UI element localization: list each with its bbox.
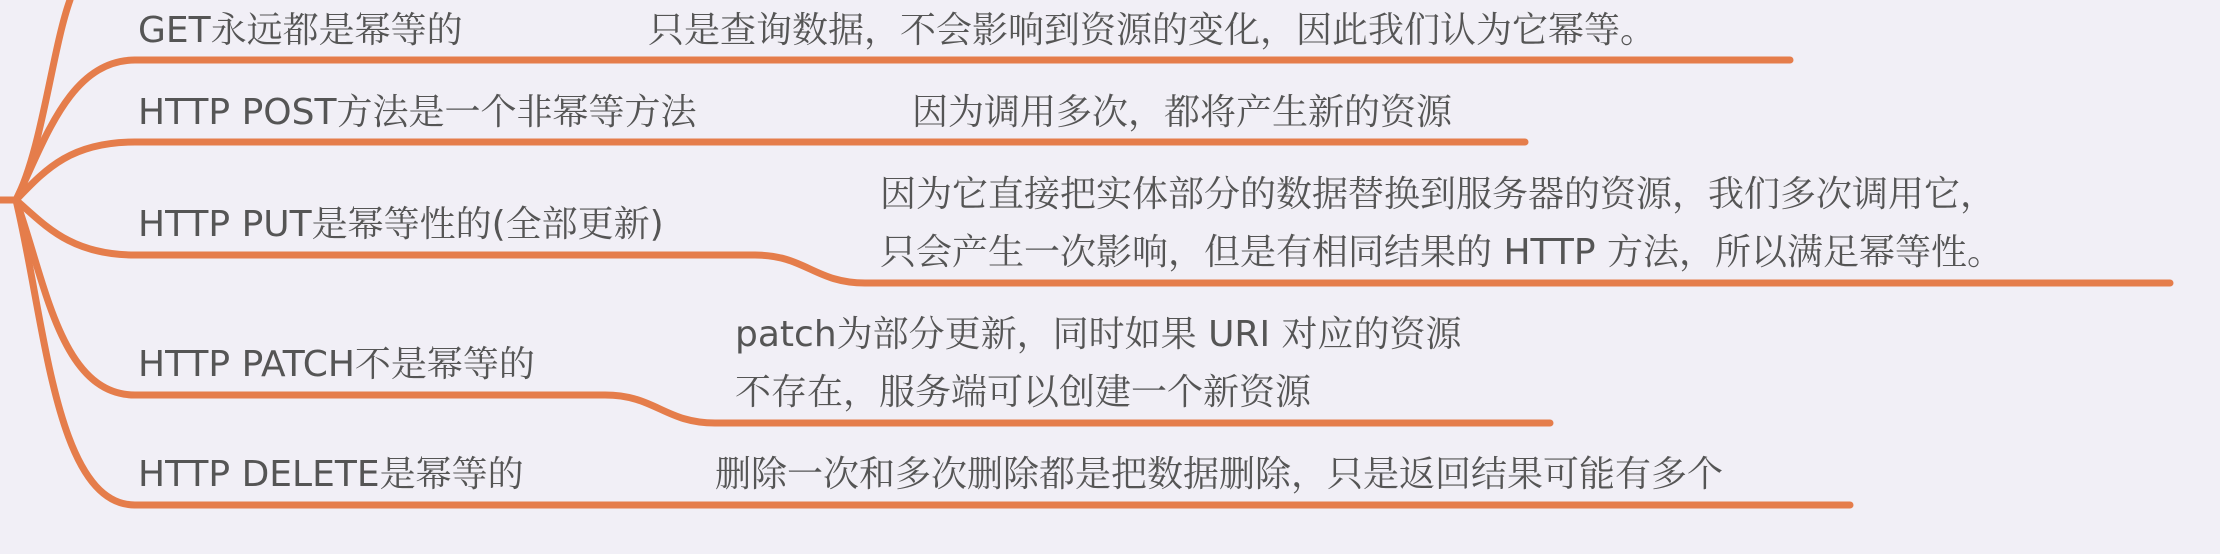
topic-post[interactable]: HTTP POST方法是一个非幂等方法: [138, 92, 697, 133]
detail-put-line-2: 只会产生一次影响，但是有相同结果的 HTTP 方法，所以满足幂等性。: [880, 232, 2004, 273]
topic-put[interactable]: HTTP PUT是幂等性的(全部更新): [138, 204, 664, 245]
detail-delete: 删除一次和多次删除都是把数据删除，只是返回结果可能有多个: [715, 454, 1724, 495]
detail-patch-line-1: patch为部分更新，同时如果 URI 对应的资源: [735, 314, 1462, 355]
topic-delete[interactable]: HTTP DELETE是幂等的: [138, 454, 524, 495]
detail-patch-line-2: 不存在，服务端可以创建一个新资源: [735, 372, 1312, 413]
detail-post: 因为调用多次，都将产生新的资源: [912, 92, 1453, 133]
detail-get: 只是查询数据，不会影响到资源的变化，因此我们认为它幂等。: [648, 10, 1657, 51]
detail-put-line-1: 因为它直接把实体部分的数据替换到服务器的资源，我们多次调用它，: [880, 174, 1997, 215]
topic-patch[interactable]: HTTP PATCH不是幂等的: [138, 344, 535, 385]
topic-get[interactable]: GET永远都是幂等的: [138, 10, 463, 51]
